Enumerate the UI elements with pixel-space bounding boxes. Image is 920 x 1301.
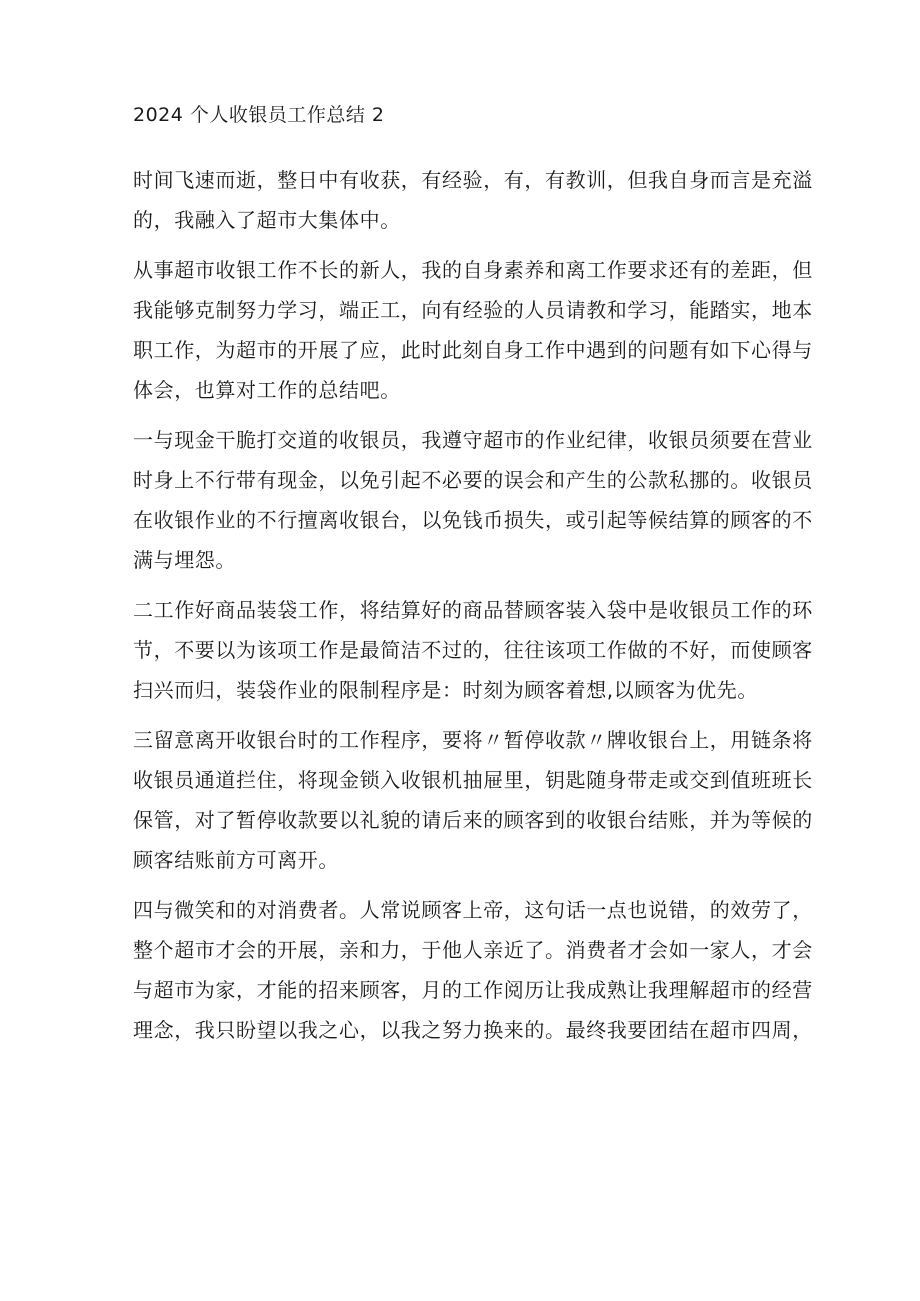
text-line: 整个超市才会的开展，亲和力，于他人亲近了。消费者才会如一家人，才会 <box>133 938 813 962</box>
text-line: 节，不要以为该项工作是最简洁不过的，往往该项工作做的不好，而使顾客 <box>133 638 813 662</box>
text-line: 从事超市收银工作不长的新人，我的自身素养和离工作要求还有的差距，但 <box>133 258 813 282</box>
text-line: 满与埋怨。 <box>133 548 236 572</box>
text-line: 一与现金干脆打交道的收银员，我遵守超市的作业纪律，收银员须要在营业 <box>133 428 813 452</box>
text-line: 体会，也算对工作的总结吧。 <box>133 378 401 402</box>
paragraph <box>133 720 813 880</box>
text-line: 与超市为家，才能的招来顾客，月的工作阅历让我成熟让我理解超市的经营 <box>133 978 813 1002</box>
document-title: 2024 个人收银员工作总结 2 <box>133 104 385 126</box>
text-line: 在收银作业的不行擅离收银台，以免钱币损失，或引起等候结算的顾客的不 <box>133 508 813 532</box>
text-line: 扫兴而归，装袋作业的限制程序是：时刻为顾客着想,以顾客为优先。 <box>133 678 758 702</box>
text-line: 顾客结账前方可离开。 <box>133 848 339 872</box>
text-line: 理念，我只盼望以我之心，以我之努力换来的。最终我要团结在超市四周， <box>133 1018 813 1042</box>
text-line: 的，我融入了超市大集体中。 <box>133 208 401 232</box>
text-line: 三留意离开收银台时的工作程序，要将〃暂停收款〃牌收银台上，用链条将 <box>133 728 813 752</box>
paragraph <box>133 250 813 410</box>
paragraph <box>133 890 813 1050</box>
text-line: 四与微笑和的对消费者。人常说顾客上帝，这句话一点也说错，的效劳了， <box>133 898 813 922</box>
text-line: 我能够克制努力学习，端正工，向有经验的人员请教和学习，能踏实，地本 <box>133 298 813 322</box>
text-line: 时身上不行带有现金，以免引起不必要的误会和产生的公款私挪的。收银员 <box>133 468 813 492</box>
text-line: 职工作，为超市的开展了应，此时此刻自身工作中遇到的问题有如下心得与 <box>133 338 813 362</box>
paragraph <box>133 420 813 580</box>
text-line: 保管，对了暂停收款要以礼貌的请后来的顾客到的收银台结账，并为等候的 <box>133 808 813 832</box>
document-body <box>133 160 813 1060</box>
text-line: 二工作好商品装袋工作，将结算好的商品替顾客装入袋中是收银员工作的环 <box>133 598 813 622</box>
paragraph <box>133 160 813 240</box>
paragraph <box>133 590 813 710</box>
text-line: 时间飞速而逝，整日中有收获，有经验，有，有教训，但我自身而言是充溢 <box>133 168 813 192</box>
text-line: 收银员通道拦住，将现金锁入收银机抽屉里，钥匙随身带走或交到值班班长 <box>133 768 813 792</box>
